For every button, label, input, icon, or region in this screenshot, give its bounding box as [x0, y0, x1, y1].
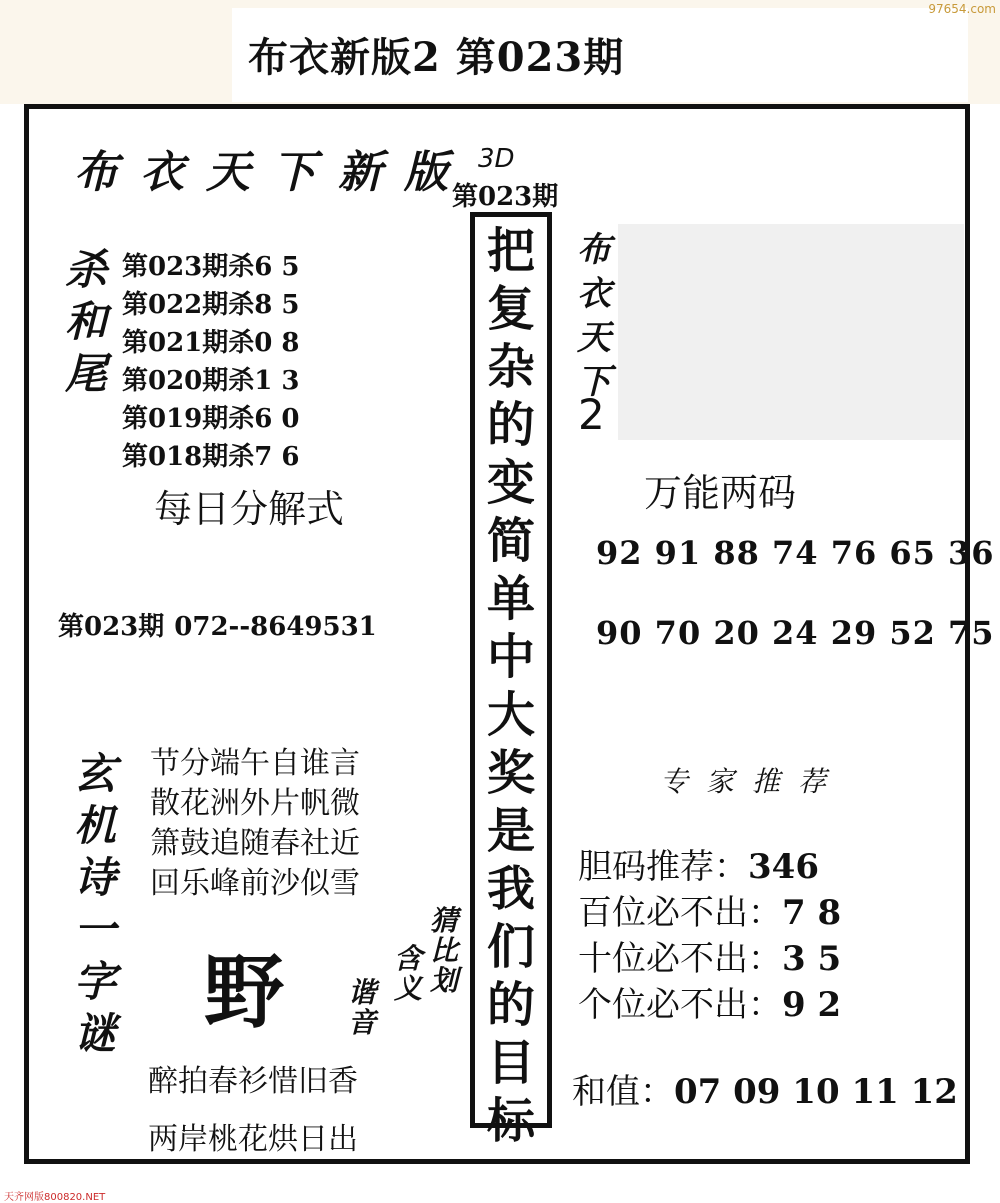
- decomposition-issue: 第023期: [58, 612, 165, 642]
- slogan-char: 们: [486, 919, 535, 975]
- hint-char: 划: [429, 964, 458, 997]
- poem-label-char: 字: [73, 957, 116, 1006]
- poem-bottom-line: 两岸桃花烘日出: [148, 1122, 358, 1157]
- poem-label-char: 诗: [73, 853, 116, 902]
- right-brand-char: 布: [577, 230, 611, 270]
- two-code-row: 90 70 20 24 29 52 75: [596, 614, 995, 652]
- site-watermark: 97654.com: [928, 2, 996, 16]
- footer-watermark: 天齐网版800820.NET: [4, 1192, 106, 1203]
- poem-label-char: 一: [73, 905, 116, 954]
- units-label: 个位必不出：: [578, 985, 782, 1025]
- dan-label: 胆码推荐：: [578, 847, 748, 887]
- slogan-char: 杂: [486, 339, 535, 395]
- decomposition-title: 每日分解式: [154, 487, 345, 531]
- issue-label: 第023期: [452, 182, 559, 212]
- poem-label-char: 谜: [73, 1009, 116, 1058]
- expert-title: 专家推荐: [660, 765, 845, 798]
- slogan-char: 标: [486, 1093, 535, 1149]
- slogan-char: 我: [486, 861, 535, 917]
- hint-column: [346, 978, 378, 1038]
- game-label: 3D: [478, 144, 515, 174]
- slogan-char: 变: [486, 455, 535, 511]
- hint-column: [428, 906, 460, 996]
- right-brand-char: 天: [577, 318, 611, 358]
- two-code-title: 万能两码: [644, 471, 797, 515]
- slogan-char: 奖: [486, 745, 535, 801]
- slogan-char: 复: [486, 281, 535, 337]
- page-title: 布衣新版2 第023期: [248, 34, 625, 81]
- sum-values: 07 09 10 11 12: [674, 1072, 958, 1112]
- poem-line: 节分端午自谁言: [150, 746, 360, 781]
- kill-tail-label-char: 和: [64, 297, 107, 346]
- list-item: 第019期杀6 0: [122, 404, 300, 434]
- poem-line: 散花洲外片帆微: [150, 786, 360, 821]
- list-item: [578, 844, 841, 890]
- poem-bottom-line: 醉拍春衫惜旧香: [148, 1064, 358, 1099]
- poem-label-char: 机: [73, 801, 116, 850]
- list-item: 第020期杀1 3: [122, 366, 300, 396]
- poem-line: 箫鼓追随春社近: [150, 826, 360, 861]
- right-brand-char: 下: [577, 362, 611, 402]
- hint-char: 含: [393, 942, 422, 975]
- hint-char: 音: [347, 1006, 376, 1039]
- slogan-char: 目: [486, 1035, 535, 1091]
- recommendation-list: [578, 844, 841, 1028]
- kill-tail-list: [122, 248, 300, 476]
- slogan-char: 单: [486, 571, 535, 627]
- hundreds-value: 7 8: [782, 893, 842, 933]
- dan-value: 346: [748, 847, 819, 887]
- list-item: [578, 936, 841, 982]
- poem-label-char: 玄: [73, 749, 116, 798]
- right-brand-number: 2: [578, 390, 605, 439]
- slogan-char: 的: [486, 977, 535, 1033]
- sum-label: 和值：: [572, 1072, 674, 1112]
- hint-char: 义: [393, 972, 422, 1005]
- list-item: 第018期杀7 6: [122, 442, 300, 472]
- hint-char: 猜: [429, 904, 458, 937]
- decomposition-line: [58, 606, 377, 643]
- poem-line: 回乐峰前沙似雪: [150, 866, 360, 901]
- kill-tail-label-char: 尾: [64, 349, 107, 398]
- two-code-row: 92 91 88 74 76 65 36: [596, 534, 995, 572]
- hundreds-label: 百位必不出：: [578, 893, 782, 933]
- right-brand-char: 衣: [577, 274, 611, 314]
- slogan-char: 的: [486, 397, 535, 453]
- list-item: [578, 982, 841, 1028]
- poem-lines: [150, 744, 360, 904]
- sum-value-line: [572, 1064, 958, 1113]
- poster-title: 布衣天下新版: [74, 147, 470, 198]
- kill-tail-label: [60, 244, 112, 400]
- hint-column: [392, 944, 424, 1004]
- tens-label: 十位必不出：: [578, 939, 782, 979]
- redacted-block: [618, 224, 964, 440]
- slogan-char: 是: [486, 803, 535, 859]
- slogan-char: 简: [486, 513, 535, 569]
- slogan-char: 大: [486, 687, 535, 743]
- slogan-char: 把: [486, 223, 535, 279]
- slogan-char: 中: [486, 629, 535, 685]
- list-item: 第022期杀8 5: [122, 290, 300, 320]
- tens-value: 3 5: [782, 939, 842, 979]
- units-value: 9 2: [782, 985, 842, 1025]
- list-item: [578, 890, 841, 936]
- list-item: 第021期杀0 8: [122, 328, 300, 358]
- hint-char: 谐: [347, 976, 376, 1009]
- riddle-character: 野: [204, 945, 284, 1039]
- slogan-column: [474, 222, 548, 1150]
- hint-char: 比: [429, 934, 458, 967]
- decomposition-value: 072--8649531: [174, 612, 377, 642]
- kill-tail-label-char: 杀: [64, 245, 107, 294]
- poem-label: [64, 748, 126, 1060]
- right-brand: [568, 228, 620, 404]
- list-item: 第023期杀6 5: [122, 252, 300, 282]
